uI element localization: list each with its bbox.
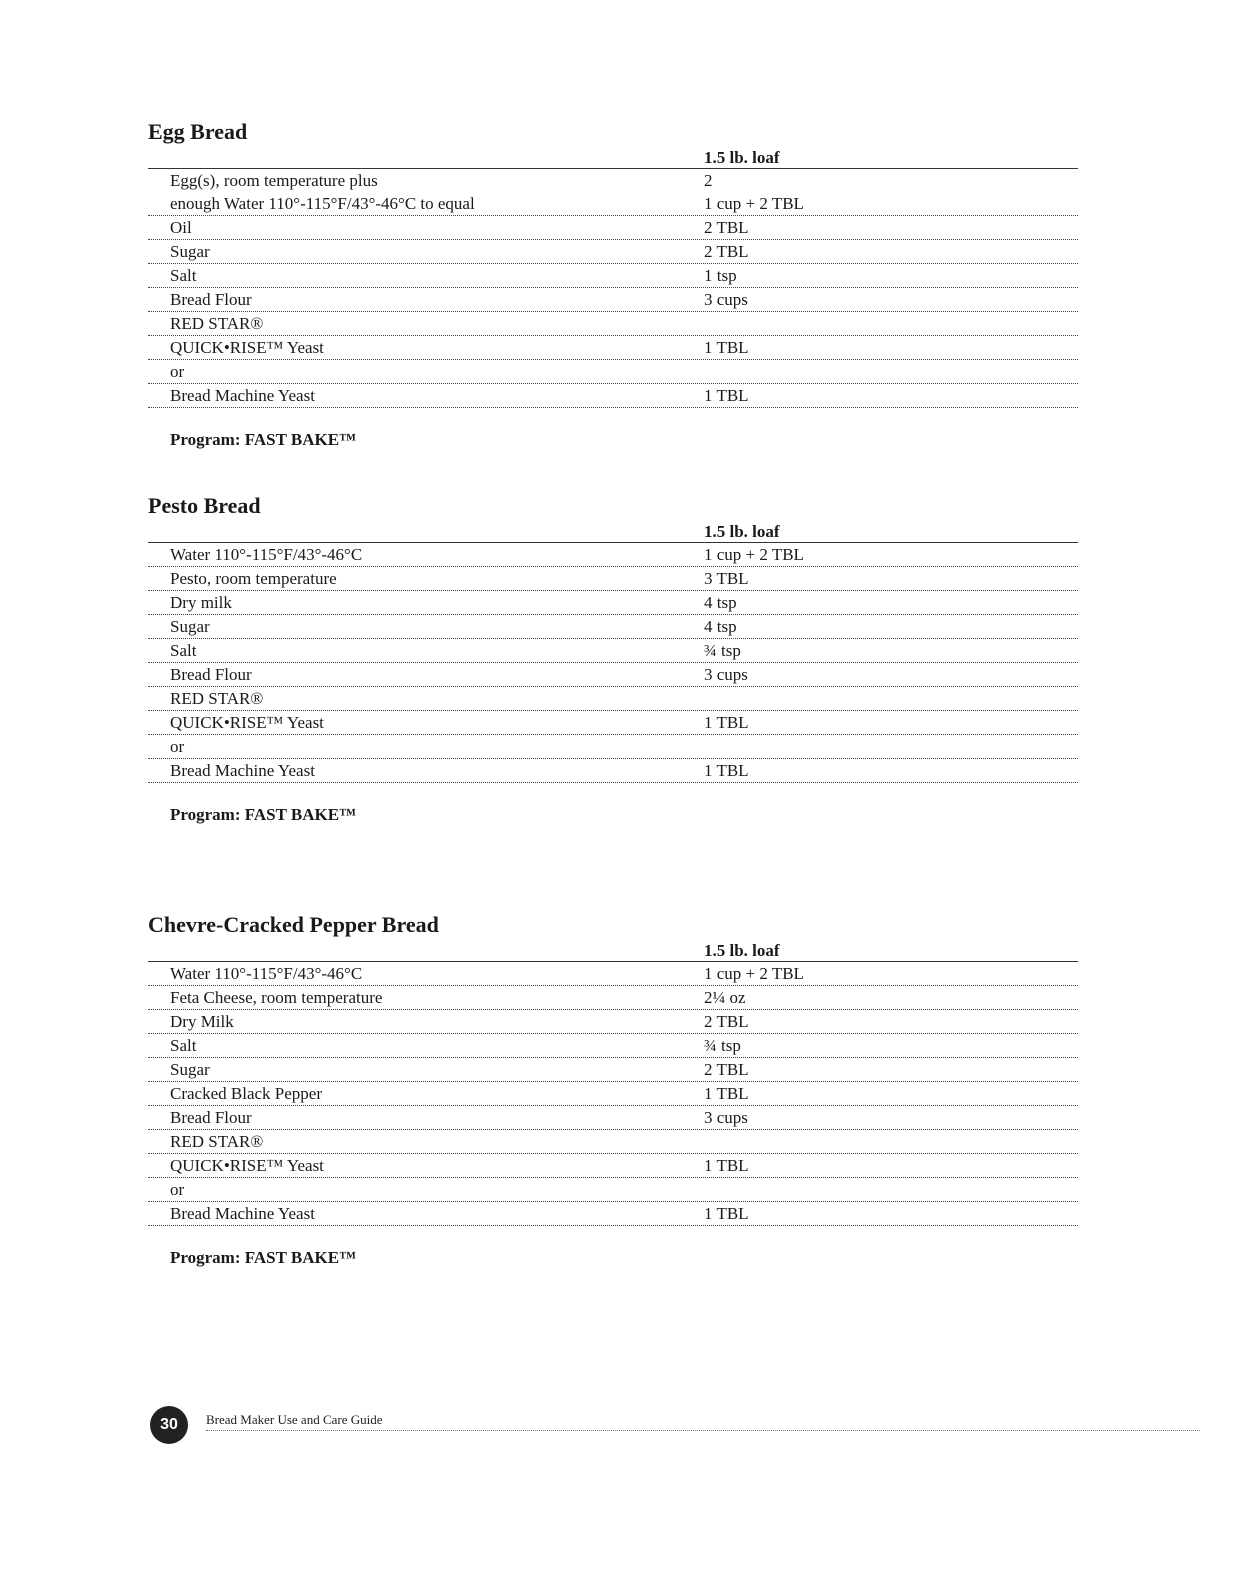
ingredient-name: QUICK•RISE™ Yeast (170, 1156, 324, 1175)
recipe-section (148, 118, 1078, 450)
ingredient-row (148, 1010, 1078, 1034)
ingredient-name: Salt (170, 1036, 197, 1055)
page-number-badge: 30 (150, 1406, 188, 1444)
ingredient-amount: 2 TBL (704, 1012, 749, 1031)
ingredient-row (148, 687, 1078, 711)
ingredient-amount: 3 cups (704, 1108, 748, 1127)
ingredient-name: Sugar (170, 1060, 210, 1079)
loaf-size-header (148, 939, 1078, 961)
ingredient-row (148, 264, 1078, 288)
ingredient-amount: 4 tsp (704, 617, 737, 636)
ingredient-row (148, 567, 1078, 591)
ingredient-name: Bread Machine Yeast (170, 1204, 315, 1223)
ingredient-name: Bread Machine Yeast (170, 386, 315, 405)
ingredient-row (148, 591, 1078, 615)
ingredient-row (148, 384, 1078, 408)
ingredient-name: Salt (170, 266, 197, 285)
loaf-size-label: 1.5 lb. loaf (704, 941, 780, 960)
footer-rule (206, 1430, 1200, 1431)
ingredient-amount: 1 TBL (704, 1156, 749, 1175)
ingredient-row (148, 336, 1078, 360)
recipe-title: Pesto Bread (148, 493, 261, 518)
ingredient-amount: 4 tsp (704, 593, 737, 612)
ingredient-name: Bread Machine Yeast (170, 761, 315, 780)
loaf-size-header (148, 520, 1078, 542)
program-setting: Program: FAST BAKE™ (170, 430, 357, 449)
ingredient-table (148, 961, 1078, 1226)
ingredient-name: Bread Flour (170, 1108, 252, 1127)
ingredient-name: Water 110°-115°F/43°-46°C (170, 545, 363, 564)
recipe-section (148, 911, 1078, 1268)
ingredient-name: Oil (170, 218, 192, 237)
program-setting: Program: FAST BAKE™ (170, 805, 357, 824)
ingredient-name: Feta Cheese, room temperature (170, 988, 383, 1007)
ingredient-table (148, 168, 1078, 408)
ingredient-amount: 2 TBL (704, 1060, 749, 1079)
ingredient-amount: 3 TBL (704, 569, 749, 588)
page-footer (150, 1404, 1200, 1444)
guide-title: Bread Maker Use and Care Guide (206, 1412, 383, 1427)
ingredient-name: RED STAR® (170, 314, 264, 333)
ingredient-amount: 3 cups (704, 290, 748, 309)
ingredient-row (148, 1106, 1078, 1130)
ingredient-table (148, 542, 1078, 783)
ingredient-amount: 1 cup + 2 TBL (704, 545, 804, 564)
ingredient-row (148, 986, 1078, 1010)
ingredient-row (148, 1058, 1078, 1082)
loaf-size-label: 1.5 lb. loaf (704, 522, 780, 541)
ingredient-row (148, 1130, 1078, 1154)
ingredient-name: Egg(s), room temperature plus (170, 171, 378, 190)
ingredient-row (148, 216, 1078, 240)
ingredient-amount: 1 TBL (704, 761, 749, 780)
ingredient-row (148, 663, 1078, 687)
loaf-size-header (148, 146, 1078, 168)
ingredient-row (148, 1178, 1078, 1202)
ingredient-row (148, 1034, 1078, 1058)
ingredient-row (148, 759, 1078, 783)
ingredient-row (148, 312, 1078, 336)
ingredient-name: Sugar (170, 617, 210, 636)
ingredient-amount: 2 TBL (704, 242, 749, 261)
ingredient-row (148, 962, 1078, 986)
ingredient-name: Bread Flour (170, 665, 252, 684)
loaf-size-label: 1.5 lb. loaf (704, 148, 780, 167)
ingredient-row (148, 360, 1078, 384)
ingredient-amount: 3 cups (704, 665, 748, 684)
ingredient-amount: 2 (704, 171, 713, 190)
ingredient-amount: 1 cup + 2 TBL (704, 194, 804, 213)
ingredient-name: Cracked Black Pepper (170, 1084, 322, 1103)
ingredient-amount: 1 TBL (704, 386, 749, 405)
ingredient-amount: 1 TBL (704, 713, 749, 732)
ingredient-name: enough Water 110°-115°F/43°-46°C to equal (170, 194, 475, 213)
ingredient-name: or (170, 1180, 185, 1199)
ingredient-row (148, 1082, 1078, 1106)
ingredient-row (148, 169, 1078, 192)
ingredient-row (148, 1202, 1078, 1226)
ingredient-name: Water 110°-115°F/43°-46°C (170, 964, 363, 983)
program-setting: Program: FAST BAKE™ (170, 1248, 357, 1267)
ingredient-name: Pesto, room temperature (170, 569, 337, 588)
recipe-title: Chevre-Cracked Pepper Bread (148, 912, 439, 937)
ingredient-amount: ¾ tsp (704, 1036, 741, 1055)
ingredient-name: or (170, 737, 185, 756)
ingredient-amount: 2 TBL (704, 218, 749, 237)
ingredient-name: Sugar (170, 242, 210, 261)
ingredient-row (148, 192, 1078, 216)
recipe-title: Egg Bread (148, 119, 248, 144)
ingredient-row (148, 543, 1078, 567)
ingredient-name: Bread Flour (170, 290, 252, 309)
ingredient-amount: 1 TBL (704, 1204, 749, 1223)
ingredient-name: RED STAR® (170, 1132, 264, 1151)
ingredient-amount: 1 TBL (704, 338, 749, 357)
ingredient-amount: 1 tsp (704, 266, 737, 285)
ingredient-amount: 2¼ oz (704, 988, 746, 1007)
ingredient-row (148, 1154, 1078, 1178)
ingredient-name: QUICK•RISE™ Yeast (170, 338, 324, 357)
ingredient-amount: ¾ tsp (704, 641, 741, 660)
ingredient-row (148, 639, 1078, 663)
ingredient-row (148, 711, 1078, 735)
recipe-section (148, 492, 1078, 825)
ingredient-name: or (170, 362, 185, 381)
ingredient-row (148, 288, 1078, 312)
ingredient-row (148, 735, 1078, 759)
ingredient-amount: 1 cup + 2 TBL (704, 964, 804, 983)
ingredient-name: RED STAR® (170, 689, 264, 708)
ingredient-name: Salt (170, 641, 197, 660)
ingredient-name: QUICK•RISE™ Yeast (170, 713, 324, 732)
ingredient-name: Dry Milk (170, 1012, 234, 1031)
ingredient-amount: 1 TBL (704, 1084, 749, 1103)
ingredient-row (148, 615, 1078, 639)
ingredient-name: Dry milk (170, 593, 232, 612)
ingredient-row (148, 240, 1078, 264)
